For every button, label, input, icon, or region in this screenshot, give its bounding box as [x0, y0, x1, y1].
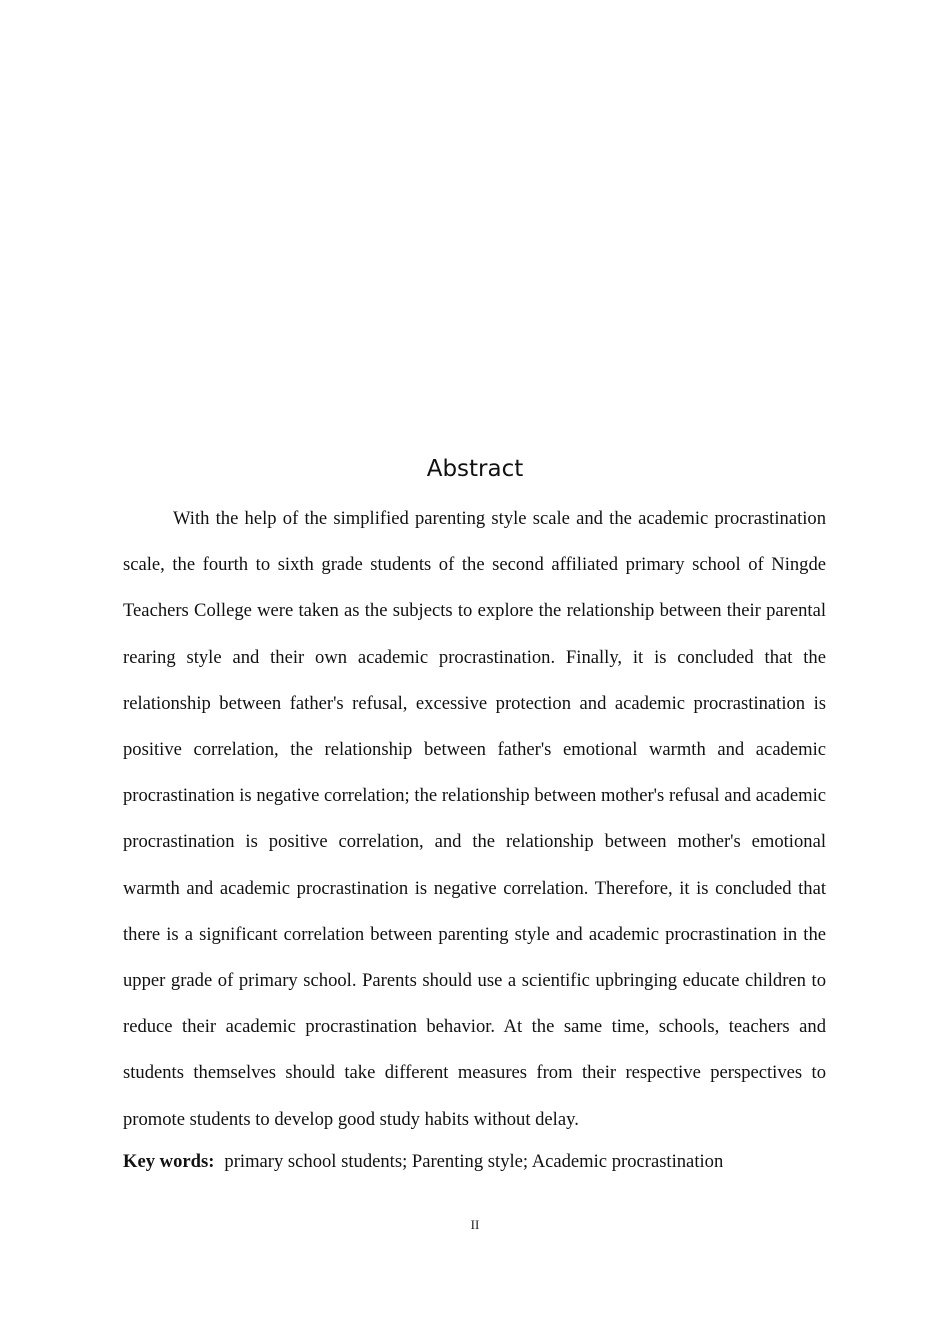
abstract-title: Abstract — [426, 456, 524, 482]
abstract-paragraph: With the help of the simplified parenting style scale and the academic procrastination scale, the fourth to sixth grade students of the second affiliated primary school of Ningde Teachers College were taken as the subjects to explore the relationship between their parental rearing style and their own academic procrastination. Finally, it is concluded that the relationship between father's refusal, excessive protection and academic procrastination is positive correlation, the relationship between father's emotional warmth and academic procrastination is negative correlation; the relationship between mother's refusal and academic procrastination is positive correlation, and the relationship between mother's emotional warmth and academic procrastination is negative correlation. Therefore, it is concluded that there is a significant correlation between parenting style and academic procrastination in the upper grade of primary school. Parents should use a scientific upbringing educate children to reduce their academic procrastination behavior. At the same time, schools, teachers and students themselves should take different measures from their respective perspectives to promote students to develop good study habits without delay. — [123, 508, 826, 1130]
keywords-label: Key words: — [123, 1151, 215, 1172]
keywords-value: primary school students; Parenting style; Academic procrastination — [224, 1151, 724, 1172]
keywords-line — [123, 1143, 826, 1180]
page-number: II — [470, 1217, 480, 1232]
